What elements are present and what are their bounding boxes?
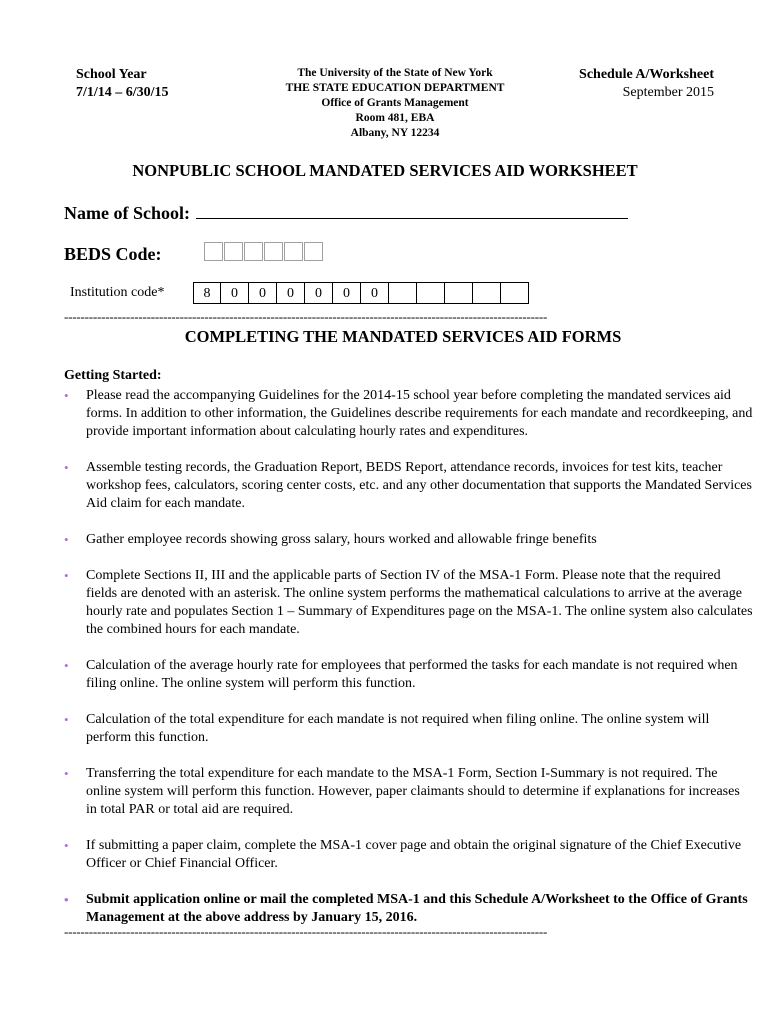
school-year-label: School Year [76,67,147,82]
bullet-icon: • [64,892,69,907]
beds-code-box[interactable] [264,242,283,261]
beds-code-box[interactable] [204,242,223,261]
list-item [64,387,754,441]
org-line: The University of the State of New York [297,67,493,79]
list-item [64,567,754,639]
institution-code-digit[interactable] [473,282,501,304]
list-item-text: If submitting a paper claim, complete the MSA-1 cover page and obtain the original signature of the Chief Executive Officer or Chief Financial Officer. [86,838,742,871]
institution-code-digit[interactable]: 0 [277,282,305,304]
getting-started-heading: Getting Started: [64,368,162,383]
list-item [64,657,754,693]
list-item [64,711,754,747]
institution-code-digit[interactable]: 8 [193,282,221,304]
school-name-label: Name of School: [64,203,190,223]
bullet-icon: • [64,838,69,853]
institution-code-digit[interactable] [417,282,445,304]
beds-code-label: BEDS Code: [64,244,162,264]
schedule-date: September 2015 [622,85,714,100]
school-year-range: 7/1/14 – 6/30/15 [76,85,169,100]
bullet-icon: • [64,460,69,475]
section-title: COMPLETING THE MANDATED SERVICES AID FORMS [184,327,622,346]
list-item-text: Calculation of the total expenditure for each mandate is not required when filing online. The online system will perform this function. [86,712,710,745]
bullet-icon: • [64,388,69,403]
institution-code-digit[interactable]: 0 [333,282,361,304]
school-year-block [76,66,169,102]
bullet-icon: • [64,712,69,727]
bullet-icon: • [64,532,69,547]
institution-code-digit[interactable] [445,282,473,304]
list-item-text: Submit application online or mail the completed MSA-1 and this Schedule A/Worksheet to the Office of Grants Management at the above address by January 15, 2016. [86,892,748,925]
institution-code-digit[interactable]: 0 [361,282,389,304]
bullet-icon: • [64,766,69,781]
department-address [262,66,528,141]
divider-top: --------------------------------------------------------------------------------------------------------------------- [64,309,548,324]
schedule-title: Schedule A/Worksheet [579,67,714,82]
beds-code-box[interactable] [224,242,243,261]
list-item-text: Transferring the total expenditure for each mandate to the MSA-1 Form, Section I-Summary is not required. The online system will perform this function. However, paper claimants should to determine if explanations for increases in total PAR or total aid are required. [86,766,740,817]
list-item [64,459,754,513]
org-line: Albany, NY 12234 [350,127,440,139]
org-line: Office of Grants Management [321,97,469,109]
list-item [64,837,754,873]
list-item [64,765,754,819]
list-item-text: Complete Sections II, III and the applicable parts of Section IV of the MSA-1 Form. Please note that the required fields are denoted with an asterisk. The online system performs the mathematical calculations to arrive at the average hourly rate and populates Section 1 – Summary of Expenditures page on the MSA-1. The online system also calculates the combined hours for each mandate. [86,568,753,637]
beds-code-box[interactable] [284,242,303,261]
institution-code-digit[interactable]: 0 [249,282,277,304]
org-line: THE STATE EDUCATION DEPARTMENT [285,82,505,94]
list-item-text: Calculation of the average hourly rate for employees that performed the tasks for each mandate is not required when filing online. The online system will perform this function. [86,658,738,691]
document-title: NONPUBLIC SCHOOL MANDATED SERVICES AID WORKSHEET [132,161,638,180]
school-name-field[interactable] [196,202,628,219]
beds-code-field[interactable] [204,242,324,261]
institution-code-digit[interactable]: 0 [305,282,333,304]
institution-code-digit[interactable] [389,282,417,304]
org-line: Room 481, EBA [355,112,435,124]
institution-code-digit[interactable] [501,282,529,304]
bullet-icon: • [64,568,69,583]
list-item-text: Assemble testing records, the Graduation Report, BEDS Report, attendance records, invoices for test kits, teacher workshop fees, calculators, scoring center costs, etc. and any other documentation that supports the Mandated Services Aid claim for each mandate. [86,460,752,511]
instructions-list [64,387,754,945]
institution-code-field[interactable] [193,282,529,304]
beds-code-box[interactable] [304,242,323,261]
school-name-row [64,202,628,224]
list-item-text: Please read the accompanying Guidelines for the 2014-15 school year before completing the mandated services aid forms. In addition to other information, the Guidelines describe requirements for each mandate and recordkeeping, and provide important information about calculating hourly rates and expenditures. [86,388,753,439]
bullet-icon: • [64,658,69,673]
divider-bottom: --------------------------------------------------------------------------------------------------------------------- [64,924,548,939]
list-item-text: Gather employee records showing gross salary, hours worked and allowable fringe benefits [86,532,597,547]
list-item-deadline [64,891,754,927]
institution-code-digit[interactable]: 0 [221,282,249,304]
schedule-block [540,66,714,102]
institution-code-label: Institution code* [70,285,165,300]
beds-code-box[interactable] [244,242,263,261]
list-item [64,531,754,549]
